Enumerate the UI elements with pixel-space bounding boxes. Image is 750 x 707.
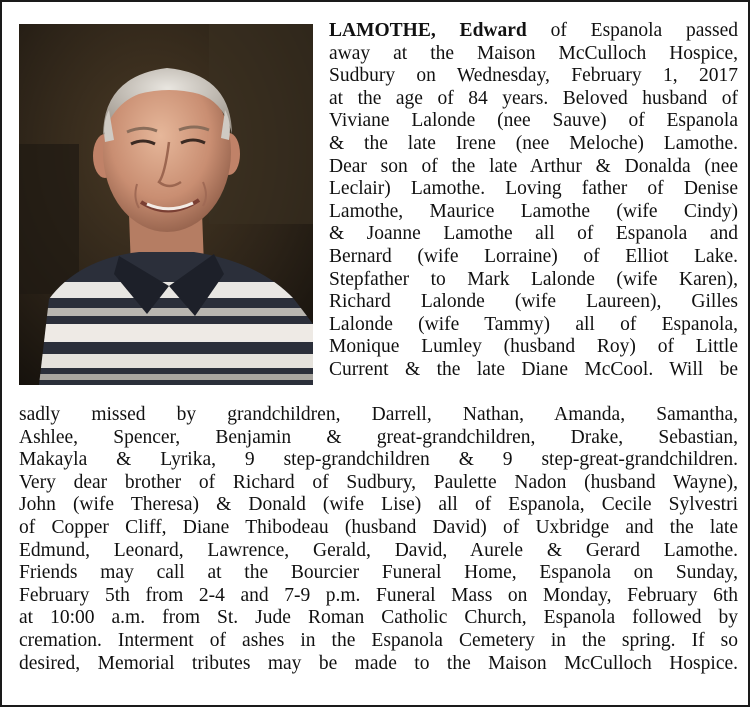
text-line: Stepfather to Mark Lalonde (wife Karen),	[329, 268, 738, 290]
text-line: Bernard (wife Lorraine) of Elliot Lake.	[329, 245, 738, 267]
portrait-photo	[19, 24, 313, 385]
text-line: Lamothe, Maurice Lamothe (wife Cindy)	[329, 200, 738, 222]
text-line: Current & the late Diane McCool. Will be	[329, 358, 738, 380]
obituary-text-full-width	[19, 404, 738, 675]
text-line: Very dear brother of Richard of Sudbury, Paulette Nadon (husband Wayne),	[19, 471, 738, 493]
text-line: away at the Maison McCulloch Hospice,	[329, 42, 738, 64]
text-line: Monique Lumley (husband Roy) of Little	[329, 336, 738, 358]
text-line: desired, Memorial tributes may be made to the Maison McCulloch Hospice.	[19, 652, 738, 674]
text-line: at the age of 84 years. Beloved husband of	[329, 87, 738, 109]
text-line: Dear son of the late Arthur & Donalda (nee	[329, 155, 738, 177]
text-line: of Copper Cliff, Diane Thibodeau (husband David) of Uxbridge and the late	[19, 516, 738, 538]
text-line: Richard Lalonde (wife Laureen), Gilles	[329, 291, 738, 313]
text-line: Viviane Lalonde (nee Sauve) of Espanola	[329, 110, 738, 132]
text-line: Friends may call at the Bourcier Funeral Home, Espanola on Sunday,	[19, 562, 738, 584]
text-line: Lalonde (wife Tammy) all of Espanola,	[329, 313, 738, 335]
text-line: Sudbury on Wednesday, February 1, 2017	[329, 65, 738, 87]
text-line-fragment: of Espanola passed	[526, 20, 738, 41]
text-line: Leclair) Lamothe. Loving father of Denise	[329, 178, 738, 200]
text-line: Edmund, Leonard, Lawrence, Gerald, David, Aurele & Gerard Lamothe.	[19, 539, 738, 561]
text-line: at 10:00 a.m. from St. Jude Roman Catholic Church, Espanola followed by	[19, 607, 738, 629]
text-line: Ashlee, Spencer, Benjamin & great-grandchildren, Drake, Sebastian,	[19, 426, 738, 448]
text-line: Makayla & Lyrika, 9 step-grandchildren & 9 step-great-grandchildren.	[19, 449, 738, 471]
text-line: cremation. Interment of ashes in the Espanola Cemetery in the spring. If so	[19, 629, 738, 651]
deceased-name: LAMOTHE, Edward	[329, 20, 527, 41]
text-line: & the late Irene (nee Meloche) Lamothe.	[329, 132, 738, 154]
text-line: John (wife Theresa) & Donald (wife Lise) all of Espanola, Cecile Sylvestri	[19, 494, 738, 516]
obituary-text-beside-photo	[329, 20, 738, 382]
portrait-photo-image	[19, 24, 313, 385]
text-line: & Joanne Lamothe all of Espanola and	[329, 223, 738, 245]
text-line: sadly missed by grandchildren, Darrell, Nathan, Amanda, Samantha,	[19, 404, 738, 425]
text-line	[329, 20, 738, 43]
text-line: February 5th from 2-4 and 7-9 p.m. Funeral Mass on Monday, February 6th	[19, 584, 738, 606]
